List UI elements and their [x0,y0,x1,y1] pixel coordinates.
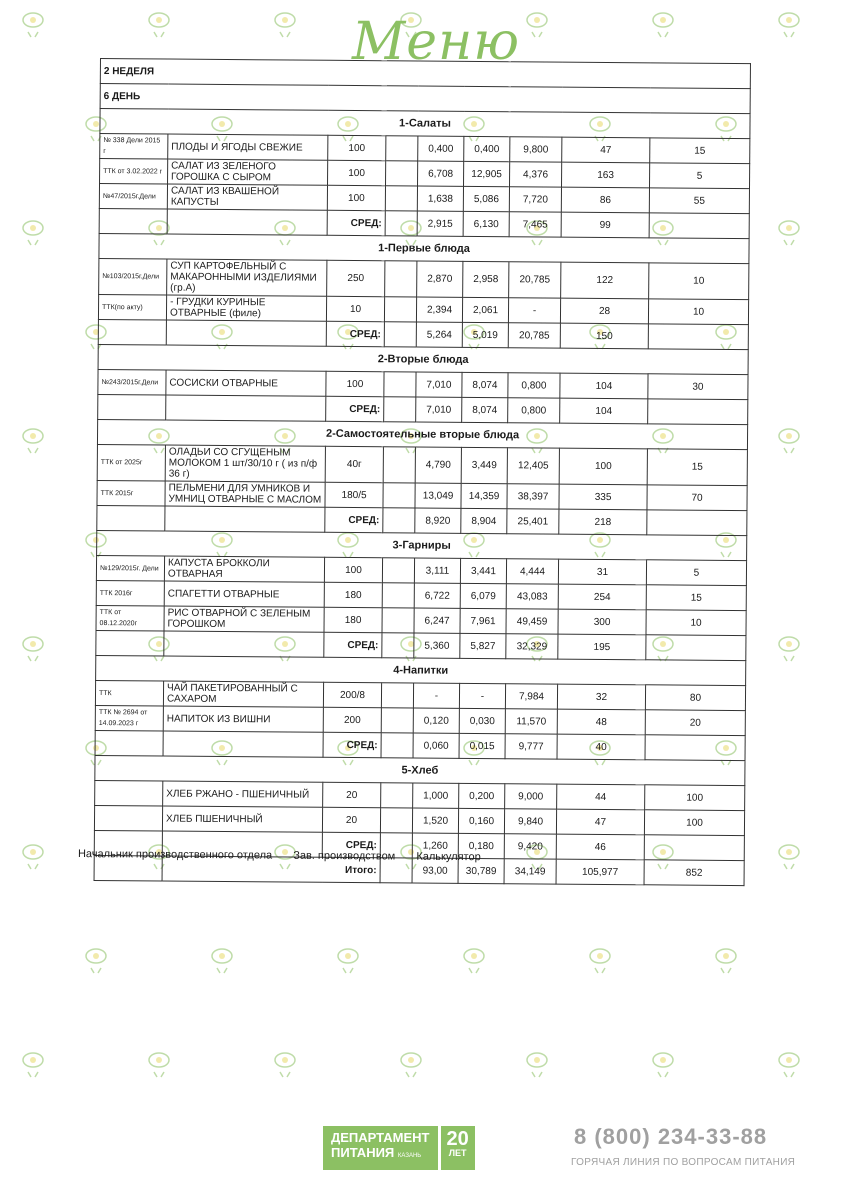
dish-name: ХЛЕБ ПШЕНИЧНЫЙ [162,806,322,832]
avg-carbs: 32,329 [506,634,558,659]
blank-cell [385,186,417,211]
recipe-code [95,780,163,806]
kcal-value: 300 [558,609,646,635]
dish-weight: 20 [322,807,380,832]
avg-carbs: 9,777 [505,734,557,759]
fat-value: 3,441 [460,558,506,583]
avg-protein: 0,060 [413,733,459,758]
watermark-mark [20,842,46,872]
blank-cell [96,630,164,656]
dish-weight: 20 [323,782,381,807]
carbs-value: 7,720 [509,187,561,212]
vitamin-value: 5 [649,163,749,189]
carbs-value: 4,444 [506,559,558,584]
dish-name: СОСИСКИ ОТВАРНЫЕ [166,370,326,396]
blank-cell [380,808,412,833]
fat-value: 2,958 [463,261,509,297]
avg-kcal: 218 [559,509,647,535]
blank-cell [382,558,414,583]
menu-sheet [94,58,750,886]
protein-value: 6,247 [414,608,460,633]
avg-carbs: 7,465 [509,212,561,237]
logo-line1: ДЕПАРТАМЕНТ [331,1130,430,1145]
recipe-code: №103/2015г.Дели [99,258,167,295]
chief-label: Начальник производственного отдела [77,848,273,862]
dish-weight: 180 [324,607,382,632]
blank-cell [167,209,327,235]
recipe-code: №47/2015г.Дели [99,184,167,210]
avg-fat: 8,904 [461,508,507,533]
protein-value: 3,111 [414,558,460,583]
dish-name: ПЕЛЬМЕНИ ДЛЯ УМНИКОВ И УМНИЦ ОТВАРНЫЕ С МАСЛОМ [165,481,325,507]
dish-weight: 10 [326,296,384,321]
recipe-code: ТТК(по акту) [98,294,166,320]
vitamin-value: 100 [644,810,744,836]
kcal-value: 32 [557,684,645,710]
vitamin-value: 10 [648,299,748,325]
page-title: Меню [352,12,521,72]
dish-weight: 100 [326,371,384,396]
avg-fat: 0,180 [458,833,504,858]
vitamin-value: 15 [650,138,750,164]
total-protein: 30,789 [458,858,504,883]
kcal-value: 48 [557,709,645,735]
watermark-mark [20,218,46,248]
blank-cell [645,735,745,761]
dish-weight: 250 [327,260,385,296]
kcal-value: 100 [559,448,647,485]
fat-value: 6,079 [460,583,506,608]
blank-cell [382,583,414,608]
vitamin-value: 55 [649,188,749,214]
kcal-value: 47 [556,809,644,835]
avg-protein: 5,264 [416,322,462,347]
blank-cell [95,730,163,756]
protein-value: 6,722 [414,583,460,608]
vitamin-value: 70 [647,485,747,511]
fat-value: 12,905 [464,161,510,186]
protein-value: 13,049 [415,483,461,508]
blank-cell [385,211,417,236]
kcal-value: 163 [562,162,650,188]
kcal-value: 47 [562,137,650,163]
watermark-mark [587,946,613,976]
avg-carbs: 0,800 [508,398,560,423]
kcal-value: 86 [561,187,649,213]
protein-value: 1,520 [412,808,458,833]
carbs-value: 43,083 [506,584,558,609]
blank-cell [644,835,744,861]
calc-label: Калькулятор [416,850,481,864]
blank-cell [386,136,418,161]
blank-cell [163,731,323,757]
avg-kcal: 46 [556,834,644,860]
blank-cell [382,608,414,633]
section-title: 1-Салаты [100,109,750,139]
avg-fat: 8,074 [462,397,508,422]
dish-weight: 100 [328,135,386,160]
vitamin-value: 100 [645,785,745,811]
vitamin-value: 15 [647,449,747,486]
dish-weight: 180 [324,582,382,607]
blank-cell [382,633,414,658]
carbs-value: 20,785 [509,262,561,298]
blank-cell [381,733,413,758]
vitamin-value: 20 [645,710,745,736]
vitamin-value: 80 [645,685,745,711]
blank-cell [98,394,166,420]
watermark-mark [272,1050,298,1080]
fat-value: - [459,683,505,708]
watermark-mark [776,426,802,456]
recipe-code: ТТК 2016г [96,580,164,606]
blank-cell [646,635,746,661]
section-title: 2-Самостоятельные вторые блюда [97,419,747,449]
blank-cell [164,631,324,657]
blank-cell [383,447,415,483]
watermark-mark [20,634,46,664]
watermark-mark [776,842,802,872]
logo-line2: ПИТАНИЯ [331,1145,395,1160]
fat-value: 0,400 [464,136,510,161]
blank-cell [381,683,413,708]
average-label: СРЕД: [326,396,384,421]
watermark-mark [146,1050,172,1080]
watermark-mark [524,10,550,40]
average-label: СРЕД: [323,732,381,757]
avg-kcal: 40 [557,734,645,760]
avg-fat: 6,130 [463,211,509,236]
watermark-mark [776,634,802,664]
watermark-mark [650,10,676,40]
recipe-code: ТТК от 2025г [97,444,165,481]
dish-row [97,444,747,485]
fat-value: 0,160 [458,808,504,833]
blank-cell [648,399,748,425]
recipe-code: ТТК 2015г [97,480,165,506]
logo-years: 20 [446,1128,469,1150]
dish-name: СУП КАРТОФЕЛЬНЫЙ С МАКАРОННЫМИ ИЗДЕЛИЯМИ (гр.А) [167,259,327,296]
average-label: СРЕД: [324,632,382,657]
watermark-mark [209,946,235,976]
section-title: 2-Вторые блюда [98,344,748,374]
avg-carbs: 20,785 [508,323,560,348]
dish-name: ПЛОДЫ И ЯГОДЫ СВЕЖИЕ [168,134,328,160]
dish-weight: 180/5 [325,482,383,507]
recipe-code: №129/2015г. Дели [96,555,164,581]
avg-kcal: 195 [558,634,646,660]
carbs-value: 49,459 [506,609,558,634]
blank-cell [165,506,325,532]
fat-value: 5,086 [463,186,509,211]
watermark-mark [776,10,802,40]
watermark-mark [20,1050,46,1080]
watermark-mark [776,218,802,248]
hotline-caption: ГОРЯЧАЯ ЛИНИЯ ПО ВОПРОСАМ ПИТАНИЯ [571,1157,796,1168]
kcal-value: 254 [558,584,646,610]
protein-value: 6,708 [418,161,464,186]
blank-cell [98,319,166,345]
dish-weight: 100 [328,160,386,185]
protein-value: 7,010 [416,372,462,397]
dish-weight: 100 [327,185,385,210]
week-label: 2 НЕДЕЛЯ [100,59,750,89]
watermark-mark [398,1050,424,1080]
total-label: Итого: [162,856,380,883]
watermark-mark [20,10,46,40]
watermark-mark [524,1050,550,1080]
blank-cell [384,397,416,422]
recipe-code [94,805,162,831]
dish-name: КАПУСТА БРОККОЛИ ОТВАРНАЯ [164,556,324,582]
watermark-mark [83,946,109,976]
fat-value: 7,961 [460,608,506,633]
total-kcal: 852 [644,860,744,886]
dish-weight: 200 [323,707,381,732]
logo-years-word: ЛЕТ [448,1148,467,1158]
section-title: 1-Первые блюда [99,233,749,263]
blank-cell [381,783,413,808]
blank-cell [381,708,413,733]
head-label: Зав. производством [293,849,396,863]
dish-name: - ГРУДКИ КУРИНЫЕ ОТВАРНЫЕ (филе) [166,295,326,321]
carbs-value: 4,376 [510,162,562,187]
vitamin-value: 10 [649,263,749,300]
watermark-mark [776,1050,802,1080]
watermark-mark [335,946,361,976]
blank-cell [166,320,326,346]
avg-fat: 5,019 [462,322,508,347]
watermark-mark [713,946,739,976]
watermark-mark [461,946,487,976]
protein-value: 2,870 [417,261,463,297]
blank-cell [386,161,418,186]
avg-carbs: 9,420 [504,834,556,859]
blank-cell [166,395,326,421]
blank-cell [383,508,415,533]
kcal-value: 104 [560,373,648,399]
fat-value: 14,359 [461,483,507,508]
dish-name: РИС ОТВАРНОЙ С ЗЕЛЕНЫМ ГОРОШКОМ [164,606,324,632]
dish-weight: 100 [324,557,382,582]
carbs-value: 9,000 [505,784,557,809]
carbs-value: 38,397 [507,484,559,509]
section-title: 3-Гарниры [97,530,747,560]
blank-cell [384,322,416,347]
dish-weight: 200/8 [323,682,381,707]
average-label: СРЕД: [322,832,380,857]
dish-name: ХЛЕБ РЖАНО - ПШЕНИЧНЫЙ [163,781,323,807]
recipe-code: ТТК от 3.02.2022 г [100,159,168,185]
hotline-phone: 8 (800) 234-33-88 [574,1124,768,1149]
avg-kcal: 99 [561,212,649,238]
recipe-code: ТТК № 2694 от 14.09.2023 г [95,705,163,731]
dish-row [99,258,749,299]
section-title: 4-Напитки [96,655,746,685]
avg-fat: 0,015 [459,733,505,758]
dish-name: ОЛАДЬИ СО СГУЩЕНЫМ МОЛОКОМ 1 шт/30/10 г ( из п/ф 36 г) [165,445,325,482]
blank-cell [648,324,748,350]
average-label: СРЕД: [326,321,384,346]
department-logo [323,1126,475,1170]
protein-value: 2,394 [416,297,462,322]
protein-value: 0,400 [418,136,464,161]
avg-carbs: 25,401 [507,509,559,534]
avg-kcal: 150 [560,323,648,349]
dish-name: СПАГЕТТИ ОТВАРНЫЕ [164,581,324,607]
avg-kcal: 104 [560,398,648,424]
kcal-value: 31 [558,559,646,585]
kcal-value: 44 [557,784,645,810]
fat-value: 0,200 [459,783,505,808]
watermark-mark [650,1050,676,1080]
dish-name: ЧАЙ ПАКЕТИРОВАННЫЙ С САХАРОМ [163,681,323,707]
protein-value: 1,638 [417,186,463,211]
watermark-mark [272,10,298,40]
blank-cell [99,208,167,234]
day-label: 6 ДЕНЬ [100,84,750,114]
kcal-value: 122 [561,262,649,299]
carbs-value: 11,570 [505,709,557,734]
average-label: СРЕД: [325,507,383,532]
protein-value: - [413,683,459,708]
watermark-mark [20,426,46,456]
protein-value: 1,000 [413,783,459,808]
vitamin-value: 15 [646,585,746,611]
section-title: 5-Хлеб [95,755,745,785]
fat-value: 2,061 [462,297,508,322]
dish-weight: 40г [325,446,383,482]
recipe-code: ТТК [95,680,163,706]
avg-protein: 1,260 [412,833,458,858]
blank-cell [649,213,749,239]
vitamin-value: 30 [648,374,748,400]
carbs-value: 0,800 [508,373,560,398]
fat-value: 0,030 [459,708,505,733]
total-fat: 34,149 [504,859,556,884]
fat-value: 8,074 [462,372,508,397]
carbs-value: 9,840 [504,809,556,834]
menu-table [94,58,751,886]
recipe-code: №243/2015г.Дели [98,369,166,395]
total-carbs: 105,977 [556,859,644,885]
recipe-code: № 338 Дели 2015 г [100,134,168,160]
blank-cell [384,297,416,322]
logo-city: КАЗАНЬ [397,1153,422,1159]
avg-protein: 8,920 [415,508,461,533]
recipe-code: ТТК от 08.12.2020г [96,605,164,631]
blank-cell [383,483,415,508]
blank-cell [384,372,416,397]
dish-name: САЛАТ ИЗ КВАШЕНОЙ КАПУСТЫ [167,184,327,210]
carbs-value: - [508,298,560,323]
blank-cell [97,505,165,531]
watermark-mark [146,10,172,40]
blank-cell [385,261,417,297]
protein-value: 0,120 [413,708,459,733]
avg-protein: 7,010 [416,397,462,422]
fat-value: 3,449 [461,447,507,483]
total-weight: 93,00 [412,858,458,883]
carbs-value: 7,984 [505,684,557,709]
protein-value: 4,790 [415,447,461,483]
avg-fat: 5,827 [460,633,506,658]
blank-cell [647,510,747,536]
avg-protein: 5,360 [414,633,460,658]
vitamin-value: 5 [646,560,746,586]
average-label: СРЕД: [327,210,385,235]
dish-name: НАПИТОК ИЗ ВИШНИ [163,706,323,732]
vitamin-value: 10 [646,610,746,636]
carbs-value: 9,800 [510,137,562,162]
dish-name: САЛАТ ИЗ ЗЕЛЕНОГО ГОРОШКА С СЫРОМ [168,159,328,185]
carbs-value: 12,405 [507,448,559,484]
kcal-value: 335 [559,484,647,510]
kcal-value: 28 [560,298,648,324]
avg-protein: 2,915 [417,211,463,236]
